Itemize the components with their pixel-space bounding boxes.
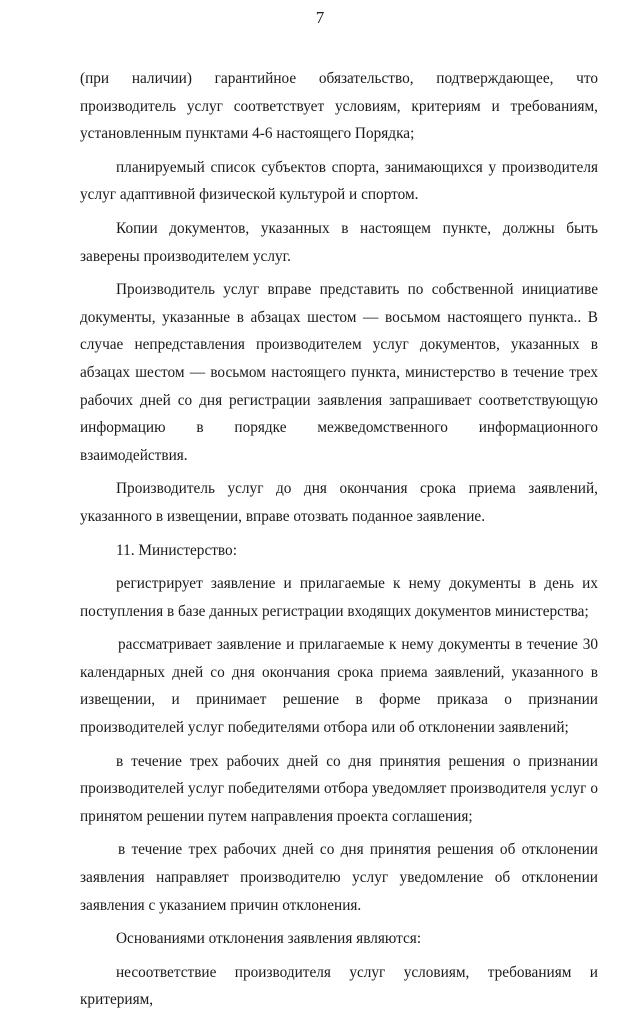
document-body — [80, 65, 598, 1020]
paragraph-document-copies: Копии документов, указанных в настоящем пункте, должны быть заверены производителем услуг. — [80, 219, 598, 265]
paragraph-rejection-notice: в течение трех рабочих дней со дня принятия решения об отклонении заявления направляет производителю услуг уведомление об отклонении заявления с указанием причин отклонения. — [80, 841, 598, 914]
paragraph-withdraw-application: Производитель услуг до дня окончания срока приема заявлений, указанного в извещении, вправе отозвать поданное заявление. — [80, 480, 598, 525]
paragraph-athletes-list: планируемый список субъектов спорта, занимающихся у производителя услуг адаптивной физической культурой и спортом. — [80, 158, 598, 204]
page-number: 7 — [315, 8, 325, 27]
paragraph-reviews: рассматривает заявление и прилагаемые к нему документы в течение 30 календарных дней со дня окончания срока приема заявлений, указанного в извещении, и принимает решение в форме приказа о признании производителей услуг победителями отбора или об отклонении заявлений; — [80, 636, 598, 737]
paragraph-own-initiative: Производитель услуг вправе представить по собственной инициативе документы, указанные в абзацах шестом — восьмом настоящего пункта.. В случае непредставления производителем услуг документов, указанных в абзацах шестом — восьмом настоящего пункта, министерство в течение трех рабочих дней со дня регистрации заявления запрашивает соответствующую информацию в порядке межведомственного информационного взаимодействия. — [80, 281, 598, 464]
paragraph-winners-notice: в течение трех рабочих дней со дня принятия решения о признании производителей услуг победителями отбора уведомляет производителя услуг о принятом решении путем направления проекта соглашения; — [80, 752, 598, 825]
paragraph-registers: регистрирует заявление и прилагаемые к нему документы в день их поступления в базе данных регистрации входящих документов министерства; — [80, 575, 598, 620]
paragraph-section-11: 11. Министерство: — [116, 541, 237, 559]
paragraph-noncompliance: несоответствие производителя услуг условиям, требованиям и критериям, — [80, 963, 598, 1009]
paragraph-rejection-grounds: Основаниями отклонения заявления являются: — [116, 930, 422, 948]
paragraph-guarantee-continuation: (при наличии) гарантийное обязательство, подтверждающее, что производитель услуг соответствует условиям, критериям и требованиям, установленным пунктами 4-6 настоящего Порядка; — [80, 70, 598, 143]
